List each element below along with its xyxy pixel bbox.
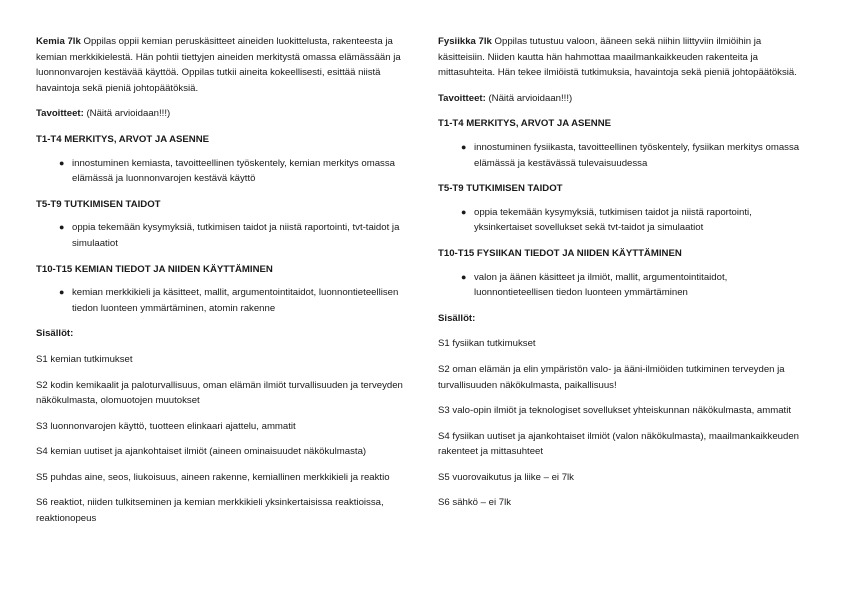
fysiikka-section-heading: T5-T9 TUTKIMISEN TAIDOT bbox=[438, 183, 563, 195]
kemia-bullet-text: kemian merkkikieli ja käsitteet, mallit, argumentointitaidot, luonnontieteellisen tiedon luonteen ymmärtäminen, atomin rakenne bbox=[72, 287, 399, 314]
fysiikka-goals-note: (Näitä arvioidaan!!!) bbox=[488, 92, 573, 104]
fysiikka-bullet-item bbox=[438, 140, 808, 171]
kemia-bullet-item bbox=[36, 156, 406, 187]
kemia-content-item: S5 puhdas aine, seos, liukoisuus, aineen rakenne, kemiallinen merkkikieli ja reaktio bbox=[36, 471, 390, 483]
fysiikka-section-heading: T10-T15 FYSIIKAN TIEDOT JA NIIDEN KÄYTTÄMINEN bbox=[438, 247, 682, 259]
kemia-section-heading: T5-T9 TUTKIMISEN TAIDOT bbox=[36, 198, 161, 210]
kemia-intro-paragraph bbox=[36, 34, 406, 96]
kemia-section-heading: T1-T4 MERKITYS, ARVOT JA ASENNE bbox=[36, 133, 210, 145]
kemia-goals-line bbox=[36, 106, 406, 122]
bullet-icon: ● bbox=[59, 222, 65, 233]
kemia-section-heading: T10-T15 KEMIAN TIEDOT JA NIIDEN KÄYTTÄMINEN bbox=[36, 263, 273, 275]
kemia-content-item: S4 kemian uutiset ja ajankohtaiset ilmiöt (aineen ominaisuudet näkökulmasta) bbox=[36, 446, 367, 458]
right-column-fysiikka bbox=[438, 34, 808, 521]
bullet-icon: ● bbox=[59, 157, 65, 168]
fysiikka-bullet-text: innostuminen fysiikasta, tavoitteellinen työskentely, fysiikan merkitys omassa elämässä ja kestävässä tulevaisuudessa bbox=[474, 141, 800, 169]
fysiikka-subject-title: Fysiikka 7lk bbox=[438, 36, 492, 47]
kemia-content-item: S6 reaktiot, niiden tulkitseminen ja kemian merkkikieli yksinkertaisissa reaktioissa, reaktionopeus bbox=[36, 497, 384, 525]
fysiikka-intro-paragraph bbox=[438, 34, 808, 81]
kemia-content-item: S1 kemian tutkimukset bbox=[36, 353, 133, 365]
kemia-bullet-item bbox=[36, 220, 406, 251]
fysiikka-content-item: S4 fysiikan uutiset ja ajankohtaiset ilmiöt (valon näkökulmasta), maailmankaikkeuden rakenteet ja mittasuhteet bbox=[438, 430, 800, 458]
fysiikka-bullet-item bbox=[438, 205, 808, 236]
bullet-icon: ● bbox=[461, 271, 467, 282]
bullet-icon: ● bbox=[59, 287, 65, 298]
fysiikka-goals-line bbox=[438, 91, 808, 107]
fysiikka-content-item: S6 sähkö – ei 7lk bbox=[438, 497, 512, 509]
kemia-subject-title: Kemia 7lk bbox=[36, 36, 81, 47]
bullet-icon: ● bbox=[461, 206, 467, 217]
fysiikka-content-item: S5 vuorovaikutus ja liike – ei 7lk bbox=[438, 471, 574, 483]
fysiikka-content-item: S3 valo-opin ilmiöt ja teknologiset sovellukset yhteiskunnan näkökulmasta, ammatit bbox=[438, 405, 792, 417]
left-column-kemia bbox=[36, 34, 406, 537]
kemia-bullet-item bbox=[36, 285, 406, 316]
kemia-content-item: S3 luonnonvarojen käyttö, tuotteen elinkaari ajattelu, ammatit bbox=[36, 420, 296, 432]
fysiikka-bullet-text: valon ja äänen käsitteet ja ilmiöt, mallit, argumentointitaidot, luonnontieteellisen tiedon luonteen ymmärtäminen bbox=[474, 271, 728, 299]
fysiikka-intro-text: Oppilas tutustuu valoon, ääneen sekä niihin liittyviin ilmiöihin ja käsitteisiin. Niiden kautta hän hahmottaa maailmankaikkeuden rakenteita ja mittasuhteita. Hän tekee ilmiöistä tutkimuksia, havaintoja sekä pieniä johtopäätöksiä. bbox=[438, 36, 797, 79]
kemia-goals-label: Tavoitteet: bbox=[36, 108, 84, 120]
fysiikka-section-heading: T1-T4 MERKITYS, ARVOT JA ASENNE bbox=[438, 118, 612, 130]
fysiikka-bullet-text: oppia tekemään kysymyksiä, tutkimisen taidot ja niistä raportointi, yksinkertaiset sovellukset sekä tvt-taidot ja simulaatiot bbox=[474, 206, 752, 234]
kemia-contents-label: Sisällöt: bbox=[36, 328, 74, 340]
fysiikka-goals-label: Tavoitteet: bbox=[438, 92, 486, 104]
fysiikka-bullet-item bbox=[438, 270, 808, 301]
kemia-bullet-text: innostuminen kemiasta, tavoitteellinen työskentely, kemian merkitys omassa elämässä ja luonnonvarojen kestävä käyttö bbox=[72, 157, 395, 185]
kemia-bullet-text: oppia tekemään kysymyksiä, tutkimisen taidot ja niistä raportointi, tvt-taidot ja simulaatiot bbox=[72, 222, 400, 249]
fysiikka-content-item: S2 oman elämän ja elin ympäristön valo- ja ääni-ilmiöiden tutkiminen terveyden ja turvallisuuden näkökulmasta, paikallisuus! bbox=[438, 363, 785, 391]
bullet-icon: ● bbox=[461, 141, 467, 152]
fysiikka-contents-label: Sisällöt: bbox=[438, 312, 476, 324]
kemia-goals-note: (Näitä arvioidaan!!!) bbox=[86, 108, 171, 120]
kemia-intro-text: Oppilas oppii kemian peruskäsitteet aineiden luokittelusta, rakenteesta ja kemian merkkikielestä. Hän pohtii tiettyjen aineiden merkitystä omassa elämässään ja luonnonvarojen kestävää käyttöä. Oppilas tutkii aineita kokeellisesti, esittää niistä havaintoja sekä pieniä johtopäätöksiä. bbox=[36, 36, 401, 94]
kemia-content-item: S2 kodin kemikaalit ja paloturvallisuus, oman elämän ilmiöt turvallisuuden ja terveyden näkökulmasta, olomuotojen muutokset bbox=[36, 379, 403, 407]
fysiikka-content-item: S1 fysiikan tutkimukset bbox=[438, 338, 536, 350]
